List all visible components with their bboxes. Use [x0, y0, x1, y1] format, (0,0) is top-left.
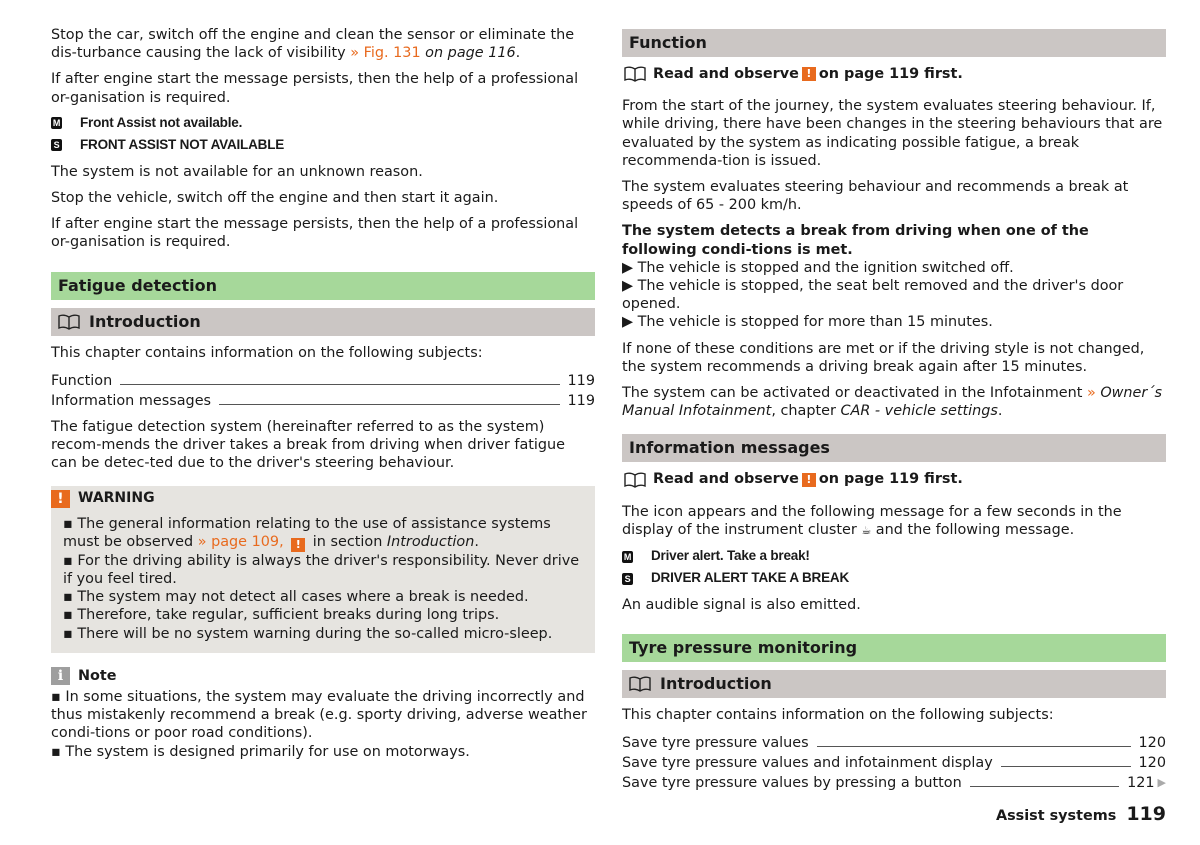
standard-tag-icon: S	[622, 573, 633, 585]
manual-tag-icon: M	[52, 118, 61, 129]
paragraph: If none of these conditions are met or if the driving style is not changed, the system recommends a driving break again after 15 minutes.	[622, 340, 1145, 375]
page-number: 119	[1126, 803, 1166, 825]
paragraph: If after engine start the message persists, then the help of a professional or-ganisation is required.	[51, 216, 579, 251]
warning-item: ▪ The system may not detect all cases where a break is needed.	[63, 589, 529, 606]
paragraph: The fatigue detection system (hereinafter referred to as the system) recom-mends the driver takes a break from driving when driver fatigue can be detec-ted due to the driver's steering behaviour.	[51, 418, 566, 472]
footer-section-title: Assist systems	[995, 808, 1117, 824]
paragraph: The system is not available for an unknown reason.	[51, 163, 423, 180]
manual-link[interactable]: »	[1086, 385, 1096, 402]
standard-tag-icon: S	[51, 139, 62, 151]
warning-icon: !	[291, 538, 305, 552]
toc-row-save-infotainment[interactable]: Save tyre pressure values and infotainment display 120	[622, 755, 1166, 772]
paragraph: Stop the vehicle, switch off the engine and then start it again.	[51, 190, 499, 207]
toc-row-save-button[interactable]: Save tyre pressure values by pressing a button 121 ▶	[622, 775, 1166, 792]
left-column	[51, 26, 595, 761]
page-footer	[996, 803, 1166, 825]
warning-item: ▪ Therefore, take regular, sufficient breaks during long trips.	[63, 607, 500, 624]
section-heading-tyre-pressure: Tyre pressure monitoring	[622, 634, 1166, 662]
toc-row-function[interactable]: Function 119	[51, 372, 595, 389]
condition-item: ▶ The vehicle is stopped for more than 15 minutes.	[622, 314, 993, 331]
subsection-heading-introduction: Introduction	[622, 670, 1166, 698]
note-header: i Note	[51, 667, 595, 685]
message-manual: M Front Assist not available.	[52, 115, 243, 131]
info-icon: i	[51, 667, 70, 685]
read-and-observe: Read and observe ! on page 119 first.	[622, 65, 1166, 83]
message-manual: M Driver alert. Take a break!	[623, 548, 810, 564]
paragraph: The icon appears and the following message for a few seconds in the display of the instrument cluster ☕ and the following message.	[622, 503, 1122, 538]
warning-header: ! WARNING	[51, 486, 595, 510]
condition-item: ▶ The vehicle is stopped, the seat belt removed and the driver's door opened.	[622, 278, 1124, 313]
warning-item: ▪ There will be no system warning during the so-called micro-sleep.	[63, 625, 553, 642]
warning-icon: !	[802, 473, 816, 487]
section-heading-function: Function	[622, 29, 1166, 57]
section-heading-fatigue: Fatigue detection	[51, 272, 595, 300]
right-column	[622, 29, 1166, 800]
manual-tag-icon: M	[623, 551, 632, 562]
warning-item: ▪ For the driving ability is always the driver's responsibility. Never drive if you feel tired.	[63, 552, 580, 588]
toc-row-save-tyre-pressure[interactable]: Save tyre pressure values 120	[622, 735, 1166, 752]
message-standard: S FRONT ASSIST NOT AVAILABLE	[51, 137, 595, 154]
book-icon	[624, 66, 646, 82]
paragraph: Stop the car, switch off the engine and clean the sensor or eliminate the dis-turbance causing the lack of visibility » Fig. 131 on page 116.	[51, 27, 575, 62]
subsection-heading-introduction: Introduction	[51, 308, 595, 336]
paragraph: If after engine start the message persists, then the help of a professional or-ganisation is required.	[51, 71, 579, 106]
read-and-observe: Read and observe ! on page 119 first.	[622, 470, 1166, 488]
condition-item: ▶ The vehicle is stopped and the ignition switched off.	[622, 259, 1014, 276]
book-icon	[629, 676, 651, 692]
section-heading-information-messages: Information messages	[622, 434, 1166, 462]
warning-icon: !	[51, 490, 70, 508]
paragraph: The system can be activated or deactivated in the Infotainment » Owner´s Manual Infotainment, chapter CAR - vehicle settings.	[622, 385, 1163, 420]
note-item: ▪ The system is designed primarily for use on motorways.	[51, 743, 470, 760]
paragraph: This chapter contains information on the following subjects:	[622, 707, 1054, 724]
book-icon	[624, 472, 646, 488]
paragraph: This chapter contains information on the following subjects:	[51, 344, 483, 361]
toc-row-information-messages[interactable]: Information messages 119	[51, 392, 595, 409]
paragraph: An audible signal is also emitted.	[622, 597, 861, 614]
paragraph: From the start of the journey, the system evaluates steering behaviour. If, while driving, there have been changes in the steering behaviours that are evaluated by the system as indicating possible fatigue, a break recommenda-tion is issued.	[622, 98, 1163, 169]
paragraph: The system evaluates steering behaviour and recommends a break at speeds of 65 - 200 km/h.	[622, 179, 1129, 214]
table-of-contents	[51, 370, 595, 410]
table-of-contents	[622, 732, 1166, 792]
figure-link[interactable]: » Fig. 131	[350, 45, 421, 62]
warning-item: ▪ The general information relating to the use of assistance systems must be observed » page 109, ! in section Introduction.	[63, 515, 551, 551]
paragraph-bold: The system detects a break from driving when one of the following condi-tions is met.	[622, 223, 1089, 258]
message-standard: S DRIVER ALERT TAKE A BREAK	[622, 570, 1166, 587]
warning-box	[51, 486, 595, 652]
note-item: ▪ In some situations, the system may evaluate the driving incorrectly and thus mistakenly recommend a break (e.g. sporty driving, adverse weather condi-tions or poor road conditions).	[51, 689, 587, 742]
continue-arrow-icon: ▶	[1157, 776, 1166, 790]
note-box	[51, 667, 595, 761]
page-link[interactable]: » page 109,	[197, 533, 284, 550]
warning-icon: !	[802, 67, 816, 81]
coffee-cup-icon: ☕	[861, 523, 872, 537]
book-icon	[58, 314, 80, 330]
